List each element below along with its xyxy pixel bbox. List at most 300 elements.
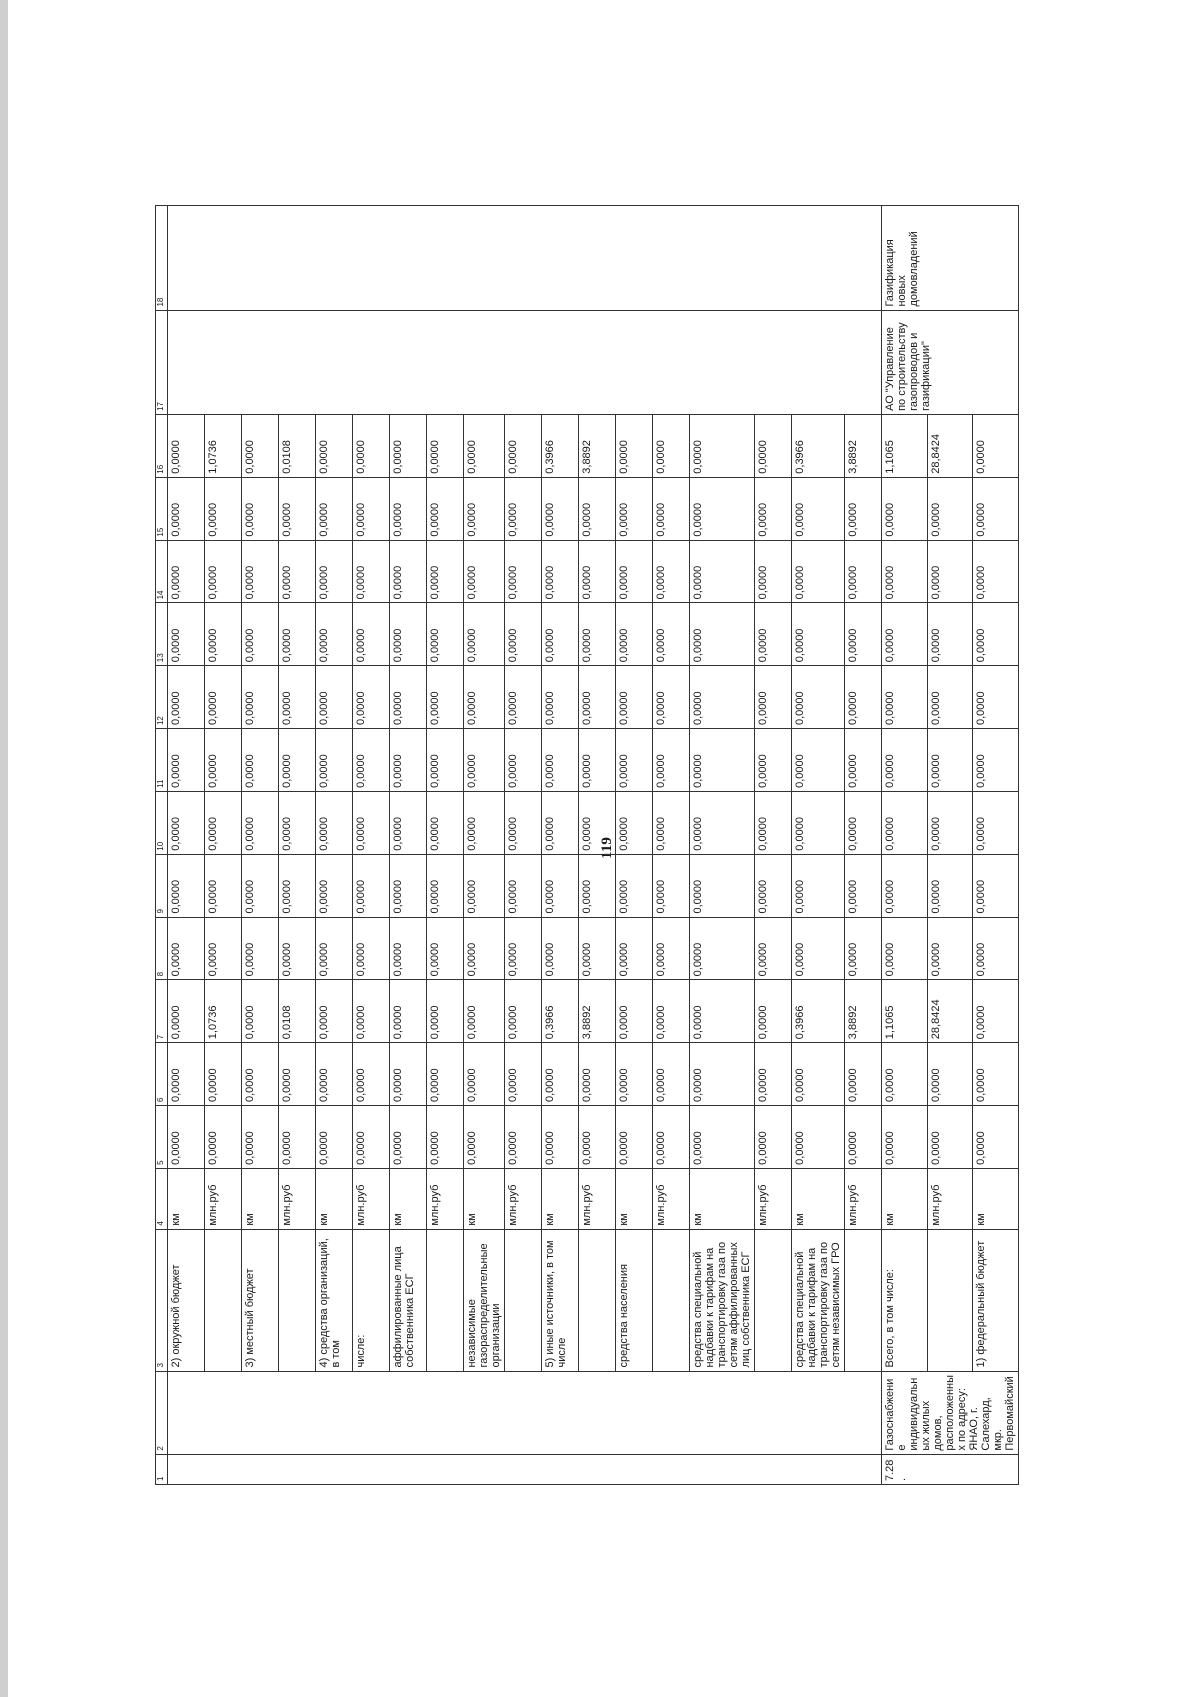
value-cell: 0,0000 — [316, 917, 353, 980]
value-cell: 0,0000 — [279, 729, 316, 792]
value-cell: 0,0000 — [755, 854, 792, 917]
value-cell: 0,0000 — [579, 1043, 616, 1106]
column-number-row — [156, 206, 168, 1485]
value-cell: 0,0000 — [464, 477, 505, 540]
value-cell: 0,0000 — [316, 666, 353, 729]
value-cell: 3,8892 — [579, 414, 616, 477]
value-cell: 0,0000 — [353, 666, 390, 729]
value-cell: 0,0000 — [690, 603, 755, 666]
funding-source: средства специальной надбавки к тарифам на транспортировку газа по сетям независимых ГРО — [792, 1229, 845, 1371]
column-number: 5 — [156, 1106, 168, 1169]
unit: млн.руб — [205, 1168, 242, 1229]
value-cell: 0,0000 — [390, 666, 427, 729]
unit: км — [316, 1168, 353, 1229]
value-cell: 0,0000 — [279, 540, 316, 603]
funding-source — [927, 1229, 973, 1371]
funding-source: 3) местный бюджет — [242, 1229, 279, 1371]
value-cell: 0,0000 — [316, 729, 353, 792]
value-cell: 0,0000 — [505, 1043, 542, 1106]
value-cell: 0,0000 — [690, 1043, 755, 1106]
value-cell: 0,0000 — [505, 603, 542, 666]
value-cell: 0,3966 — [792, 414, 845, 477]
column-number: 9 — [156, 854, 168, 917]
value-cell: 0,0000 — [505, 854, 542, 917]
value-cell: 0,0000 — [792, 1043, 845, 1106]
value-cell: 0,0000 — [927, 917, 973, 980]
value-cell: 0,0000 — [353, 414, 390, 477]
funding-source: 2) окружной бюджет — [168, 1229, 205, 1371]
value-cell: 0,0000 — [279, 666, 316, 729]
column-number: 7 — [156, 980, 168, 1043]
value-cell: 0,0000 — [690, 980, 755, 1043]
value-cell: 0,0000 — [464, 540, 505, 603]
value-cell: 0,0000 — [168, 729, 205, 792]
value-cell: 0,0000 — [205, 540, 242, 603]
value-cell: 0,0000 — [390, 414, 427, 477]
value-cell: 0,0000 — [542, 917, 579, 980]
value-cell: 0,0000 — [353, 540, 390, 603]
value-cell: 0,0000 — [390, 917, 427, 980]
value-cell: 0,0000 — [579, 791, 616, 854]
funding-source: независимые газораспределительные организации — [464, 1229, 505, 1371]
value-cell: 0,0000 — [792, 1106, 845, 1169]
value-cell: 0,0000 — [882, 791, 928, 854]
value-cell: 0,0000 — [845, 917, 882, 980]
value-cell: 0,0000 — [542, 603, 579, 666]
cell-goal — [168, 206, 882, 311]
value-cell: 28,8424 — [927, 414, 973, 477]
value-cell: 0,0000 — [316, 540, 353, 603]
unit: млн.руб — [353, 1168, 390, 1229]
column-number: 15 — [156, 477, 168, 540]
unit: млн.руб — [427, 1168, 464, 1229]
value-cell: 0,0000 — [845, 854, 882, 917]
value-cell: 0,0000 — [505, 729, 542, 792]
value-cell: 0,0000 — [755, 917, 792, 980]
project-executor: АО "Управление по строительству газопроводов и газификации" — [882, 310, 1019, 414]
value-cell: 0,0000 — [279, 603, 316, 666]
value-cell: 0,0000 — [792, 917, 845, 980]
unit: млн.руб — [505, 1168, 542, 1229]
value-cell: 0,0000 — [616, 1043, 653, 1106]
unit: млн.руб — [845, 1168, 882, 1229]
value-cell: 1,0736 — [205, 980, 242, 1043]
unit: км — [168, 1168, 205, 1229]
unit: млн.руб — [279, 1168, 316, 1229]
value-cell: 0,0000 — [390, 540, 427, 603]
value-cell: 0,0000 — [353, 729, 390, 792]
value-cell: 0,0000 — [542, 854, 579, 917]
value-cell: 0,0000 — [653, 414, 690, 477]
value-cell: 0,0000 — [882, 729, 928, 792]
value-cell: 0,0000 — [755, 980, 792, 1043]
value-cell: 0,0000 — [690, 540, 755, 603]
value-cell: 0,0000 — [755, 729, 792, 792]
unit: км — [464, 1168, 505, 1229]
value-cell: 0,0000 — [542, 791, 579, 854]
value-cell: 0,0000 — [755, 477, 792, 540]
value-cell: 0,0000 — [427, 917, 464, 980]
value-cell: 0,0000 — [205, 477, 242, 540]
value-cell: 0,0000 — [279, 791, 316, 854]
value-cell: 0,0000 — [973, 603, 1019, 666]
value-cell: 0,0000 — [505, 477, 542, 540]
value-cell: 0,0000 — [690, 729, 755, 792]
value-cell: 0,0000 — [316, 980, 353, 1043]
value-cell: 0,0000 — [427, 1106, 464, 1169]
unit: км — [690, 1168, 755, 1229]
value-cell: 0,0000 — [579, 603, 616, 666]
value-cell: 0,0000 — [353, 1043, 390, 1106]
value-cell: 0,0000 — [205, 729, 242, 792]
column-number: 12 — [156, 666, 168, 729]
value-cell: 0,0000 — [973, 540, 1019, 603]
value-cell: 0,0000 — [242, 791, 279, 854]
value-cell: 0,0000 — [927, 1043, 973, 1106]
value-cell: 0,0000 — [792, 729, 845, 792]
value-cell: 0,0000 — [279, 477, 316, 540]
value-cell: 0,0000 — [242, 603, 279, 666]
value-cell: 0,0000 — [279, 854, 316, 917]
value-cell: 0,0000 — [316, 854, 353, 917]
value-cell: 0,0000 — [205, 791, 242, 854]
value-cell: 0,0000 — [616, 980, 653, 1043]
project-name: Газоснабжение индивидуальных жилых домов, расположенных по адресу: ЯНАО, г. Салехард, мкр. Первомайский — [882, 1371, 1019, 1454]
column-number: 6 — [156, 1043, 168, 1106]
funding-source: Всего, в том числе: — [882, 1229, 928, 1371]
value-cell: 0,0000 — [242, 666, 279, 729]
column-number: 1 — [156, 1454, 168, 1484]
value-cell: 0,0000 — [616, 791, 653, 854]
value-cell: 0,0000 — [845, 540, 882, 603]
value-cell: 0,0000 — [205, 666, 242, 729]
value-cell: 0,0000 — [505, 540, 542, 603]
value-cell: 0,0000 — [616, 854, 653, 917]
value-cell: 0,0000 — [845, 729, 882, 792]
value-cell: 1,1065 — [882, 414, 928, 477]
value-cell: 0,0000 — [882, 540, 928, 603]
page-number: 119 — [598, 837, 615, 859]
value-cell: 0,0000 — [242, 1106, 279, 1169]
value-cell: 0,0000 — [690, 917, 755, 980]
funding-source — [427, 1229, 464, 1371]
cell-row-number — [168, 1454, 882, 1484]
column-number: 3 — [156, 1229, 168, 1371]
value-cell: 0,0000 — [542, 477, 579, 540]
value-cell: 0,0000 — [168, 1043, 205, 1106]
value-cell: 0,0000 — [973, 414, 1019, 477]
value-cell: 0,0000 — [427, 666, 464, 729]
column-number: 8 — [156, 917, 168, 980]
value-cell: 0,0000 — [755, 1106, 792, 1169]
value-cell: 0,0000 — [464, 917, 505, 980]
value-cell: 28,8424 — [927, 980, 973, 1043]
value-cell: 0,0000 — [579, 540, 616, 603]
value-cell: 0,0000 — [690, 414, 755, 477]
unit: млн.руб — [653, 1168, 690, 1229]
value-cell: 0,0000 — [927, 540, 973, 603]
cell-project-name — [168, 1371, 882, 1454]
value-cell: 0,0000 — [279, 1043, 316, 1106]
column-number: 17 — [156, 310, 168, 414]
unit: млн.руб — [579, 1168, 616, 1229]
value-cell: 0,0000 — [927, 477, 973, 540]
value-cell: 0,0000 — [616, 666, 653, 729]
value-cell: 0,0000 — [845, 666, 882, 729]
value-cell: 0,0000 — [390, 980, 427, 1043]
value-cell: 0,0000 — [279, 917, 316, 980]
value-cell: 0,0000 — [690, 791, 755, 854]
value-cell: 0,0000 — [279, 1106, 316, 1169]
value-cell: 0,0000 — [653, 1043, 690, 1106]
value-cell: 0,0000 — [542, 729, 579, 792]
value-cell: 0,0000 — [427, 854, 464, 917]
value-cell: 0,0000 — [464, 666, 505, 729]
value-cell: 0,0000 — [845, 477, 882, 540]
unit: км — [882, 1168, 928, 1229]
value-cell: 0,0000 — [653, 1106, 690, 1169]
value-cell: 0,0000 — [168, 414, 205, 477]
value-cell: 0,0000 — [168, 854, 205, 917]
funding-source: 4) средства организаций, в том — [316, 1229, 353, 1371]
value-cell: 0,0000 — [464, 1043, 505, 1106]
value-cell: 0,0000 — [390, 729, 427, 792]
value-cell: 0,0000 — [242, 1043, 279, 1106]
value-cell: 0,3966 — [542, 980, 579, 1043]
value-cell: 0,0000 — [690, 1106, 755, 1169]
value-cell: 0,0000 — [616, 603, 653, 666]
value-cell: 0,0000 — [882, 477, 928, 540]
value-cell: 0,0000 — [927, 791, 973, 854]
financing-table — [155, 205, 1019, 1485]
value-cell: 0,0000 — [427, 980, 464, 1043]
value-cell: 0,0000 — [845, 1106, 882, 1169]
value-cell: 0,0000 — [205, 854, 242, 917]
value-cell: 0,0000 — [690, 477, 755, 540]
value-cell: 0,0000 — [242, 414, 279, 477]
value-cell: 0,0000 — [316, 1106, 353, 1169]
funding-source: 1) федеральный бюджет — [973, 1229, 1019, 1371]
value-cell: 0,0000 — [579, 477, 616, 540]
value-cell: 0,0000 — [973, 1106, 1019, 1169]
value-cell: 0,0000 — [464, 854, 505, 917]
value-cell: 0,0000 — [755, 791, 792, 854]
value-cell: 0,0000 — [353, 791, 390, 854]
value-cell: 0,0000 — [390, 1043, 427, 1106]
value-cell: 0,0000 — [927, 854, 973, 917]
value-cell: 0,0000 — [542, 1106, 579, 1169]
value-cell: 0,0000 — [390, 477, 427, 540]
value-cell: 0,0000 — [792, 540, 845, 603]
value-cell: 0,0000 — [653, 603, 690, 666]
value-cell: 0,0000 — [390, 1106, 427, 1169]
value-cell: 0,0000 — [353, 477, 390, 540]
value-cell: 0,0000 — [168, 917, 205, 980]
value-cell: 0,0000 — [464, 603, 505, 666]
value-cell: 0,0000 — [792, 477, 845, 540]
value-cell: 0,0000 — [505, 917, 542, 980]
value-cell: 0,0000 — [242, 980, 279, 1043]
value-cell: 0,0000 — [755, 540, 792, 603]
financing-table-rotated — [155, 205, 1065, 1485]
funding-source: числе: — [353, 1229, 390, 1371]
value-cell: 0,0000 — [353, 917, 390, 980]
value-cell: 0,0000 — [168, 540, 205, 603]
value-cell: 0,0000 — [542, 666, 579, 729]
value-cell: 0,0000 — [205, 603, 242, 666]
value-cell: 0,0000 — [755, 603, 792, 666]
value-cell: 0,0000 — [316, 791, 353, 854]
column-number: 16 — [156, 414, 168, 477]
value-cell: 0,0108 — [279, 980, 316, 1043]
value-cell: 0,0000 — [882, 666, 928, 729]
value-cell: 0,0000 — [973, 729, 1019, 792]
value-cell: 0,0000 — [579, 666, 616, 729]
value-cell: 0,0000 — [616, 917, 653, 980]
value-cell: 0,0000 — [616, 729, 653, 792]
value-cell: 0,0000 — [882, 1043, 928, 1106]
value-cell: 0,0000 — [464, 980, 505, 1043]
value-cell: 0,0000 — [427, 791, 464, 854]
value-cell: 0,0000 — [242, 540, 279, 603]
value-cell: 0,0000 — [505, 1106, 542, 1169]
value-cell: 0,0000 — [353, 854, 390, 917]
value-cell: 0,0000 — [653, 791, 690, 854]
value-cell: 0,0000 — [168, 1106, 205, 1169]
value-cell: 0,0000 — [882, 854, 928, 917]
value-cell: 0,0000 — [653, 729, 690, 792]
project-number: 7.28. — [882, 1454, 1019, 1484]
value-cell: 0,0000 — [205, 917, 242, 980]
value-cell: 0,0000 — [690, 854, 755, 917]
value-cell: 0,0000 — [973, 854, 1019, 917]
value-cell: 0,0000 — [927, 603, 973, 666]
value-cell: 3,8892 — [845, 980, 882, 1043]
value-cell: 0,0000 — [845, 603, 882, 666]
value-cell: 0,0000 — [579, 917, 616, 980]
value-cell: 0,0000 — [973, 1043, 1019, 1106]
value-cell: 0,0000 — [242, 729, 279, 792]
value-cell: 0,0000 — [168, 980, 205, 1043]
value-cell: 0,0000 — [168, 791, 205, 854]
value-cell: 0,0000 — [427, 1043, 464, 1106]
value-cell: 0,0000 — [390, 603, 427, 666]
table-row — [882, 206, 928, 1485]
column-number: 10 — [156, 791, 168, 854]
value-cell: 0,0000 — [505, 666, 542, 729]
value-cell: 0,0000 — [755, 414, 792, 477]
column-number: 18 — [156, 206, 168, 311]
value-cell: 0,0000 — [316, 1043, 353, 1106]
funding-source — [845, 1229, 882, 1371]
column-number: 2 — [156, 1371, 168, 1454]
value-cell: 0,0000 — [792, 603, 845, 666]
funding-source — [755, 1229, 792, 1371]
cell-executor — [168, 310, 882, 414]
value-cell: 0,0000 — [353, 603, 390, 666]
value-cell: 0,0000 — [242, 477, 279, 540]
funding-source — [279, 1229, 316, 1371]
value-cell: 0,0000 — [579, 854, 616, 917]
funding-source: 5) иные источники, в том числе — [542, 1229, 579, 1371]
value-cell: 0,0000 — [316, 477, 353, 540]
value-cell: 0,0000 — [316, 414, 353, 477]
value-cell: 0,0000 — [927, 1106, 973, 1169]
unit: км — [973, 1168, 1019, 1229]
value-cell: 0,0000 — [205, 1106, 242, 1169]
value-cell: 0,0000 — [792, 791, 845, 854]
value-cell: 0,0000 — [653, 854, 690, 917]
unit: млн.руб — [755, 1168, 792, 1229]
column-number: 11 — [156, 729, 168, 792]
unit: млн.руб — [927, 1168, 973, 1229]
value-cell: 0,0000 — [882, 917, 928, 980]
value-cell: 0,0000 — [616, 540, 653, 603]
value-cell: 0,0000 — [653, 477, 690, 540]
value-cell: 0,0000 — [755, 1043, 792, 1106]
value-cell: 0,0000 — [168, 603, 205, 666]
funding-source — [205, 1229, 242, 1371]
value-cell: 0,0000 — [579, 729, 616, 792]
value-cell: 0,0000 — [168, 666, 205, 729]
funding-source — [579, 1229, 616, 1371]
table-row — [168, 206, 205, 1485]
value-cell: 0,3966 — [542, 414, 579, 477]
value-cell: 0,0000 — [973, 980, 1019, 1043]
value-cell: 0,0000 — [579, 1106, 616, 1169]
value-cell: 0,0000 — [464, 1106, 505, 1169]
value-cell: 0,0000 — [542, 540, 579, 603]
value-cell: 0,0000 — [845, 1043, 882, 1106]
value-cell: 0,0000 — [882, 603, 928, 666]
value-cell: 0,0000 — [792, 854, 845, 917]
unit: км — [242, 1168, 279, 1229]
value-cell: 0,0000 — [353, 1106, 390, 1169]
value-cell: 1,1065 — [882, 980, 928, 1043]
funding-source — [505, 1229, 542, 1371]
funding-source: средства специальной надбавки к тарифам на транспортировку газа по сетям аффилированных лиц собственника ЕСГ — [690, 1229, 755, 1371]
value-cell: 0,0000 — [242, 917, 279, 980]
value-cell: 0,0000 — [168, 477, 205, 540]
value-cell: 0,0000 — [427, 477, 464, 540]
value-cell: 0,0000 — [464, 791, 505, 854]
value-cell: 0,0000 — [653, 666, 690, 729]
value-cell: 0,0000 — [427, 414, 464, 477]
value-cell: 0,0000 — [242, 854, 279, 917]
value-cell: 0,0000 — [616, 1106, 653, 1169]
value-cell: 0,0000 — [390, 791, 427, 854]
unit: км — [616, 1168, 653, 1229]
value-cell: 0,0000 — [542, 1043, 579, 1106]
value-cell: 0,0000 — [927, 729, 973, 792]
value-cell: 3,8892 — [845, 414, 882, 477]
value-cell: 0,0000 — [464, 729, 505, 792]
value-cell: 0,0000 — [316, 603, 353, 666]
value-cell: 0,0000 — [973, 666, 1019, 729]
unit: км — [542, 1168, 579, 1229]
value-cell: 0,0000 — [616, 414, 653, 477]
value-cell: 0,0000 — [755, 666, 792, 729]
value-cell: 0,0000 — [616, 477, 653, 540]
project-goal: Газификация новых домовладений — [882, 206, 1019, 311]
column-number: 4 — [156, 1168, 168, 1229]
value-cell: 0,0000 — [505, 791, 542, 854]
funding-source: аффилированные лица собственника ЕСГ — [390, 1229, 427, 1371]
unit: км — [792, 1168, 845, 1229]
value-cell: 0,0000 — [792, 666, 845, 729]
value-cell: 0,0000 — [973, 477, 1019, 540]
value-cell: 0,0000 — [427, 603, 464, 666]
